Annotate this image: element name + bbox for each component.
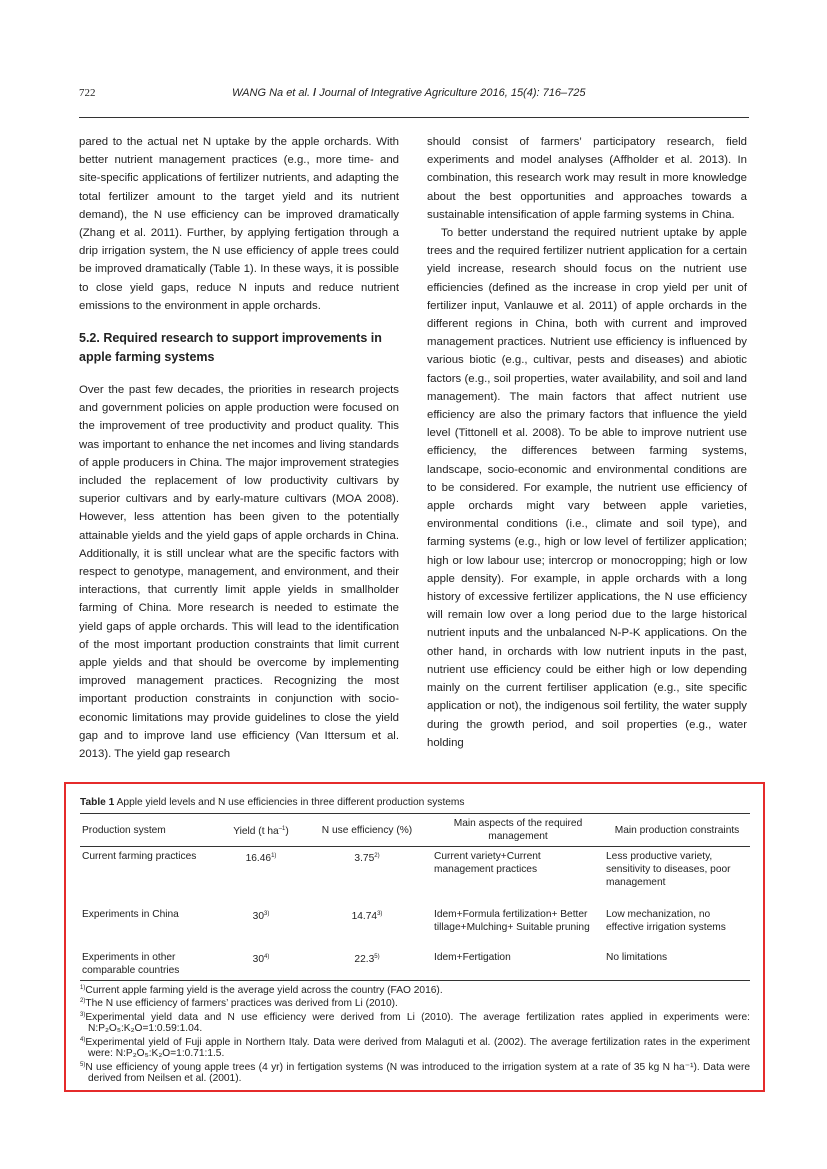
cell-nue-value: 14.74 — [351, 910, 378, 922]
cell-yield — [220, 847, 302, 905]
note-mark: 5) — [80, 1061, 86, 1068]
running-head-authors: WANG Na et al. — [232, 87, 311, 99]
note-mark: 3) — [80, 1011, 86, 1018]
section-heading: 5.2. Required research to support improvements in apple farming systems — [79, 331, 382, 365]
col-header-aspects: Main aspects of the required management — [432, 814, 604, 847]
note-text: Experimental yield data and N use efficiency were derived from Li (2010). The average fertilization rates applied in experiments were: N:P₂O₅:K₂O=1:0.59:1.04. — [85, 1011, 750, 1034]
table-row — [80, 948, 750, 981]
table-row — [80, 847, 750, 905]
table-caption-label: Table 1 — [80, 797, 115, 808]
table-note — [80, 1035, 750, 1060]
cell-system: Experiments in China — [82, 908, 179, 920]
cell-system: Current farming practices — [82, 851, 197, 862]
col-header-yield-label: Yield (t ha — [233, 825, 279, 837]
cell-yield-value: 30 — [252, 953, 264, 965]
table-container — [80, 796, 750, 1085]
note-mark: 1) — [80, 984, 86, 991]
table-note — [80, 996, 750, 1010]
running-head-divider: / — [313, 87, 317, 99]
cell-yield-note: 3) — [264, 910, 270, 917]
table-caption-text: Apple yield levels and N use efficiencies in three different production systems — [114, 797, 465, 808]
table-caption — [80, 796, 750, 809]
cell-nue-note: 3) — [377, 910, 383, 917]
running-head — [232, 87, 585, 99]
cell-yield-note: 4) — [264, 953, 270, 960]
cell-constraints: No limitations — [604, 948, 750, 981]
col-header-yield — [220, 814, 302, 847]
header-rule — [79, 117, 749, 118]
col-header-constraints: Main production constraints — [604, 814, 750, 847]
note-mark: 2) — [80, 998, 86, 1004]
table-note — [80, 1010, 750, 1035]
table-row — [80, 905, 750, 948]
right-paragraph-2: To better understand the required nutrient uptake by apple trees and the required fertilizer nutrient application for a certain yield increase, research should focus on the nutrient use efficiencies (defined as the increase in crop yield per unit of fertilizer input, Vanlauwe et al. 2011) of apple orchards in the different regions in China, both with current and improved management practices. Nutrient use efficiency is influenced by various biotic (e.g., cultivar, pests and diseases) and abiotic factors (e.g., soil properties, water availability, and soil and land management). The main factors that affect nutrient use efficiency are also the primary factors that influence the yield level (Tittonell et al. 2008). To be able to improve nutrient use efficiency, the differences between farming systems, landscape, socio-economic and environmental conditions are to be considered. For example, the nutrient use efficiency of apple orchards might vary between apple varieties, environmental conditions (i.e., climate and soil type), and farming systems (e.g., high or low level of fertilizer application; high or low labour use; intercrop or monocropping; high or low apple density). For example, in apple orchards with a long history of excessive fertilizer applications, the N use efficiency will remain low over a long period due to the large historical nutrient inputs and the unbalanced N-P-K applications. On the other hand, in orchards with low nutrient inputs in the past, nutrient use efficiency could be either high or low depending mainly on the current fertiliser application (e.g., site specific application or not), the indigenous soil fertility, the water supply during the growth period, and soil properties (e.g., water holding — [427, 227, 747, 749]
cell-constraints: Low mechanization, no effective irrigation systems — [606, 908, 726, 933]
table-notes — [80, 983, 750, 1085]
cell-nue — [302, 847, 432, 905]
note-text: Experimental yield of Fuji apple in Northern Italy. Data were derived from Malaguti et al. (2002). The average fertilization rates in the experiment were: N:P₂O₅:K₂O=1:0.71:1.5. — [85, 1036, 750, 1059]
cell-nue-note: 5) — [374, 953, 380, 960]
data-table — [80, 813, 750, 981]
cell-yield-value: 30 — [252, 910, 264, 922]
cell-nue-value: 22.3 — [354, 953, 375, 965]
col-header-yield-sup: –1 — [278, 825, 286, 832]
cell-yield-value: 16.46 — [245, 853, 272, 864]
cell-yield — [220, 948, 302, 981]
cell-aspects: Idem+Fertigation — [432, 948, 604, 981]
right-paragraph-1: should consist of farmers’ participatory research, field experiments and model analyses (Affholder et al. 2013). In combination, this research work may result in more knowledge about the best opportunities and approaches towards a sustainable intensification of apple farming systems in China. — [427, 136, 747, 221]
note-mark: 4) — [80, 1036, 86, 1043]
note-text: The N use efficiency of farmers’ practices was derived from Li (2010). — [85, 998, 398, 1009]
col-header-nue: N use efficiency (%) — [302, 814, 432, 847]
col-header-system: Production system — [80, 814, 220, 847]
cell-aspects: Current variety+Current management practices — [434, 851, 541, 875]
cell-nue — [302, 905, 432, 948]
cell-nue-note: 2) — [374, 853, 380, 859]
cell-nue — [302, 948, 432, 981]
running-head-citation: Journal of Integrative Agriculture 2016, 15(4): 716–725 — [319, 87, 586, 99]
col-header-yield-close: ) — [285, 825, 289, 837]
cell-yield — [220, 905, 302, 948]
table-highlight-box — [64, 782, 765, 1092]
page-number: 722 — [79, 87, 96, 99]
table-note — [80, 983, 750, 997]
right-column — [427, 133, 747, 752]
cell-aspects: Idem+Formula fertilization+ Better tillage+Mulching+ Suitable pruning — [434, 908, 590, 933]
note-text: N use efficiency of young apple trees (4 yr) in fertigation systems (N was introduced to the irrigation system at a rate of 35 kg N ha⁻¹). Data were derived from Neilsen et al. (2001). — [85, 1061, 750, 1084]
cell-system: Experiments in other comparable countries — [80, 948, 220, 981]
left-paragraph-2: Over the past few decades, the priorities in research projects and government policies on apple production were focused on the improvement of tree productivity and product quality. This was important to enhance the net incomes and living standards of apple producers in China. The major improvement strategies included the replacement of low productivity cultivars by superior cultivars and by early-mature cultivars (MOA 2008). However, less attention has been given to the potentially attainable yields and the yield gaps of apple orchards in China. Additionally, it is still unclear what are the specific factors with respect to genotype, management, and environment, and their interactions, that currently limit apple yields in smallholder farming of China. More research is needed to estimate the yield gaps of apple orchards. This will lead to the identification of the most important production constraints that limit current apple yields and that should be overcome by implementing improved management practices. Recognizing the most important production constraints in conjunction with socio-economic limitations may provide guidelines to close the yield gap and to improve land use efficiency (Van Ittersum et al. 2013). The yield gap research — [79, 384, 399, 761]
note-text: Current apple farming yield is the average yield across the country (FAO 2016). — [85, 984, 443, 996]
left-column — [79, 133, 399, 763]
cell-constraints: Less productive variety, sensitivity to diseases, poor management — [606, 851, 731, 888]
cell-yield-note: 1) — [271, 853, 277, 859]
table-note — [80, 1060, 750, 1085]
table-header-row — [80, 814, 750, 847]
cell-nue-value: 3.75 — [354, 853, 375, 864]
left-paragraph-1: pared to the actual net N uptake by the apple orchards. With better nutrient management practices (e.g., more time- and site-specific applications of fertilizer nutrients, and adapting the total fertilizer amount to the target yield and its nutrient demand), the N use efficiency can be improved dramatically (Zhang et al. 2011). Further, by applying fertigation through a drip irrigation system, the N use efficiency of apple trees could be improved dramatically (Table 1). In these ways, it is possible to close yield gaps, reduce N inputs and reduce nutrient emissions to the environment in apple orchards. — [79, 136, 399, 312]
